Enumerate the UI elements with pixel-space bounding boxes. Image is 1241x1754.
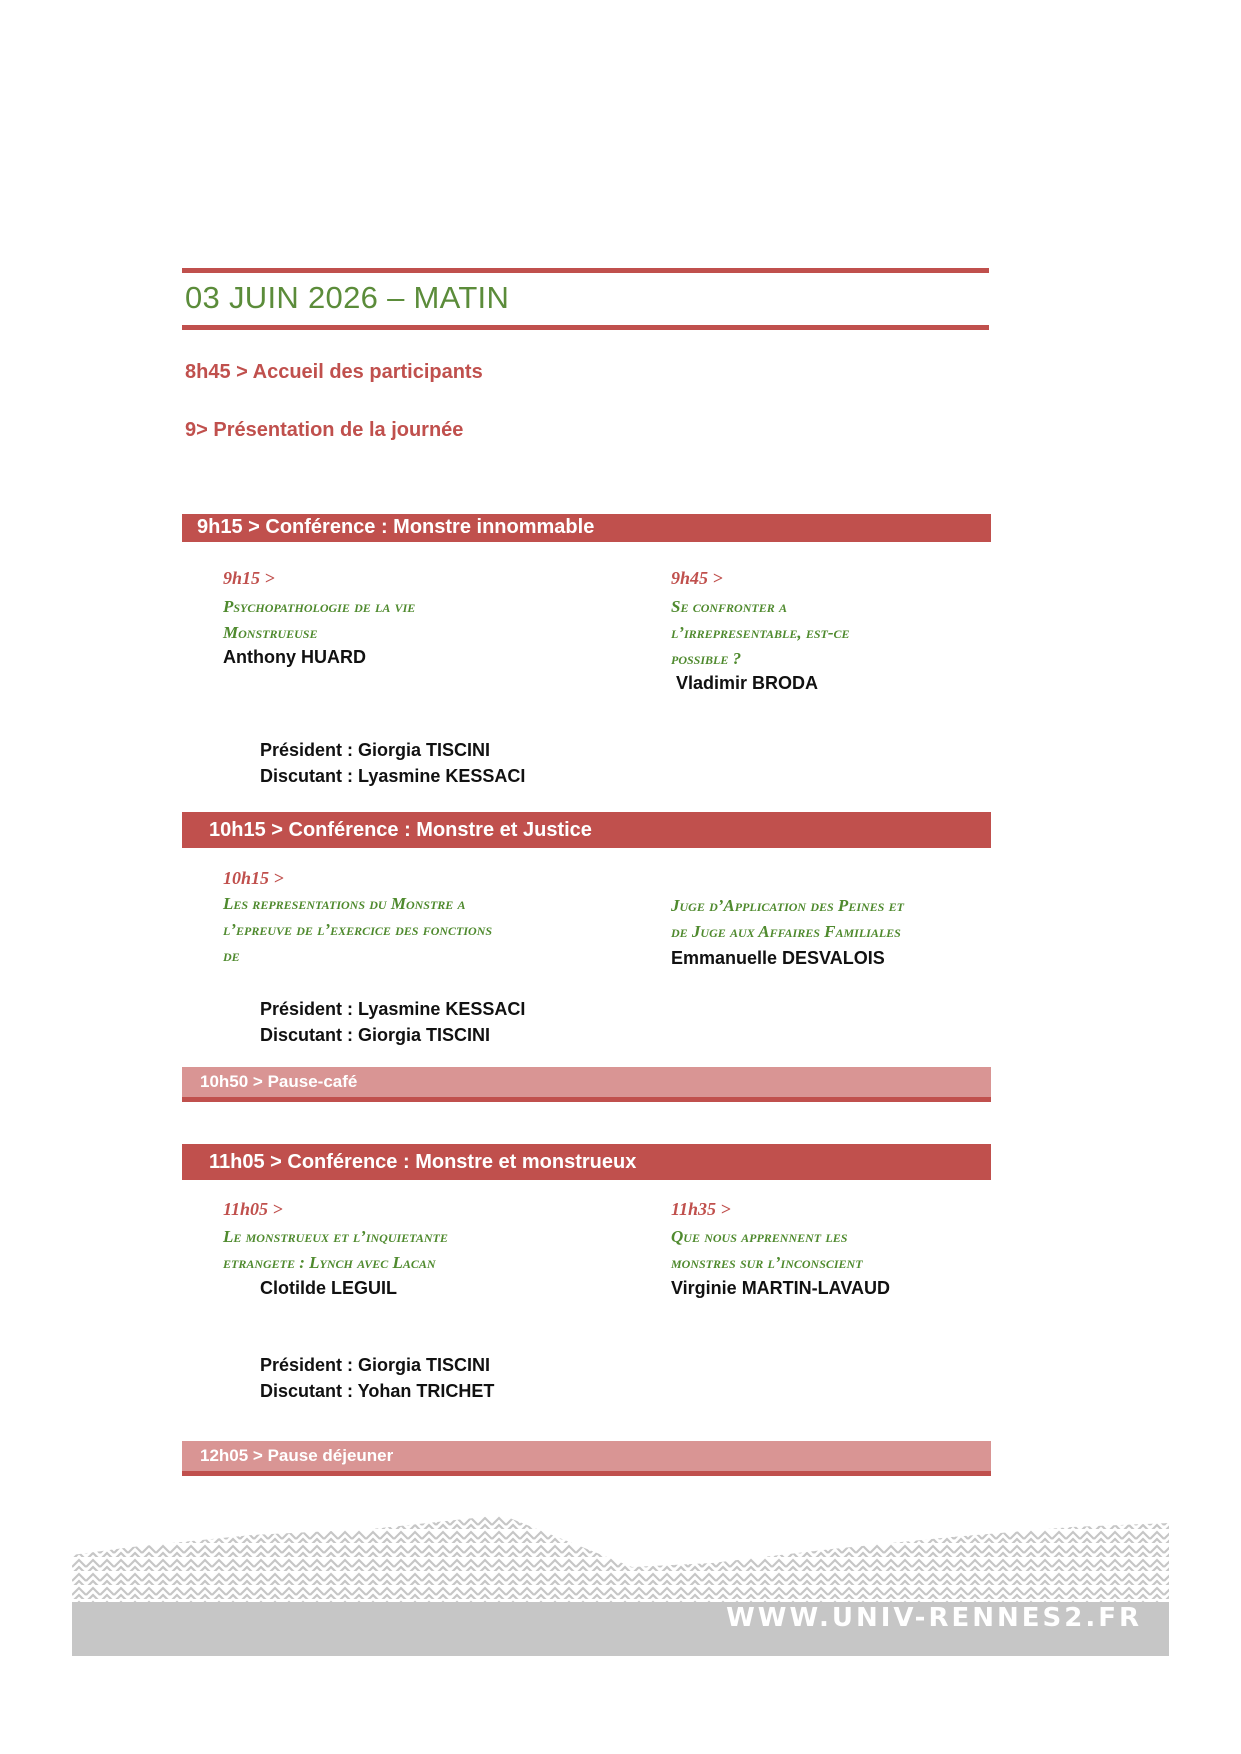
talk-title bbox=[223, 594, 415, 646]
talk-time: 11h05 > bbox=[223, 1199, 283, 1219]
talk-title bbox=[671, 594, 850, 672]
pause-label: 10h50 > Pause-café bbox=[200, 1072, 358, 1091]
talk-speaker: Virginie MARTIN-LAVAUD bbox=[671, 1278, 890, 1298]
pause-band-coffee bbox=[182, 1067, 991, 1102]
talk-title-line: de Juge aux Affaires Familiales bbox=[671, 922, 901, 941]
talk-speaker: Vladimir BRODA bbox=[676, 673, 819, 693]
talk-title bbox=[671, 893, 904, 945]
discutant: Discutant : Lyasmine KESSACI bbox=[260, 766, 526, 786]
talk-speaker: Anthony HUARD bbox=[223, 647, 366, 667]
talk-title-line: Que nous apprennent les bbox=[671, 1227, 848, 1246]
pause-band-lunch bbox=[182, 1441, 991, 1476]
session-band-label: 11h05 > Conférence : Monstre et monstrueux bbox=[209, 1151, 637, 1173]
talk-title-line: l’epreuve de l’exercice des fonctions bbox=[223, 920, 493, 939]
session-chairs bbox=[260, 996, 525, 1048]
talk-title-line: Psychopathologie de la vie bbox=[223, 597, 416, 616]
intro-presentation: 9> Présentation de la journée bbox=[185, 419, 464, 441]
talk-title-line: etrangete : Lynch avec Lacan bbox=[223, 1253, 436, 1272]
discutant: Discutant : Yohan TRICHET bbox=[260, 1381, 495, 1401]
talk-title-line: Le monstrueux et l’inquietante bbox=[223, 1227, 448, 1246]
intro-welcome: 8h45 > Accueil des participants bbox=[185, 361, 483, 383]
talk-title bbox=[671, 1224, 863, 1276]
pause-label: 12h05 > Pause déjeuner bbox=[200, 1446, 394, 1465]
talk-title-line: Se confronter a bbox=[671, 597, 787, 616]
talk-title-line: l’irrepresentable, est-ce bbox=[671, 623, 850, 642]
talk-title-line: de bbox=[223, 946, 240, 965]
talk-time: 9h45 > bbox=[671, 568, 723, 588]
talk-title-line: monstres sur l’inconscient bbox=[671, 1253, 863, 1272]
header-bottom-rule bbox=[182, 325, 989, 330]
header-top-rule bbox=[182, 268, 989, 273]
talk-speaker: Emmanuelle DESVALOIS bbox=[671, 948, 885, 968]
president: Président : Giorgia TISCINI bbox=[260, 1355, 491, 1375]
session-band-label: 10h15 > Conférence : Monstre et Justice bbox=[209, 819, 592, 841]
talk-title-line: Juge d’Application des Peines et bbox=[671, 896, 904, 915]
session-band-1 bbox=[182, 514, 991, 542]
president: Président : Giorgia TISCINI bbox=[260, 740, 491, 760]
discutant: Discutant : Giorgia TISCINI bbox=[260, 1025, 491, 1045]
session-chairs bbox=[260, 1352, 494, 1404]
session-band-3 bbox=[182, 1144, 991, 1180]
footer-chevron-pattern bbox=[72, 1515, 1169, 1605]
talk-time: 9h15 > bbox=[223, 568, 275, 588]
talk-title-line: Les representations du Monstre a bbox=[223, 894, 466, 913]
talk-time: 11h35 > bbox=[671, 1199, 731, 1219]
talk-time: 10h15 > bbox=[223, 868, 284, 888]
president: Président : Lyasmine KESSACI bbox=[260, 999, 526, 1019]
talk-title bbox=[223, 891, 492, 969]
session-band-2 bbox=[182, 812, 991, 848]
talk-title-line: Monstrueuse bbox=[223, 623, 318, 642]
session-chairs bbox=[260, 737, 525, 789]
page-title: 03 JUIN 2026 – MATIN bbox=[185, 280, 510, 315]
talk-speaker: Clotilde LEGUIL bbox=[260, 1278, 397, 1298]
talk-title bbox=[223, 1224, 448, 1276]
talk-title-line: possible ? bbox=[671, 649, 742, 668]
footer-url: WWW.UNIV-RENNES2.FR bbox=[726, 1603, 1142, 1633]
session-band-label: 9h15 > Conférence : Monstre innommable bbox=[197, 516, 595, 538]
